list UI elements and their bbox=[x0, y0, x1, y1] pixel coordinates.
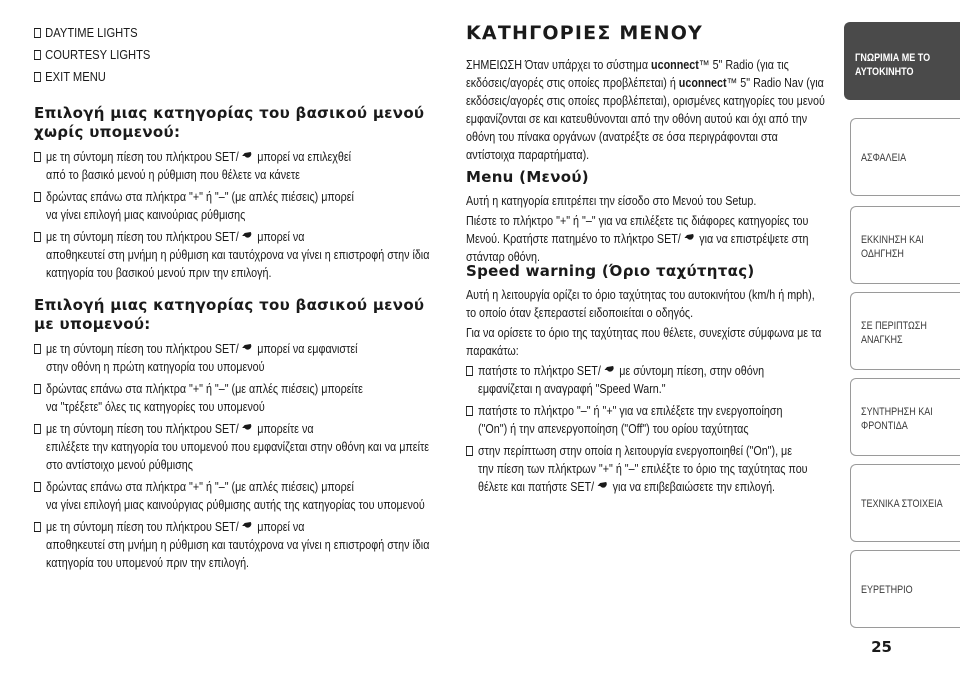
list-item: με τη σύντομη πίεση του πλήκτρου SET/ μπορείτε να επιλέξετε την κατηγορία του υπομενού που εμφανίζεται στην οθόνη και να μπείτε στο αντίστοιχο μενού ρύθμισης bbox=[34, 420, 438, 474]
section2-bullets bbox=[34, 340, 442, 572]
checkbox-icon bbox=[34, 344, 41, 354]
tab-label: ΕΥΡΕΤΗΡΙΟ bbox=[861, 584, 913, 596]
page-number: 25 bbox=[871, 638, 892, 656]
checkbox-icon bbox=[466, 406, 473, 416]
checkbox-icon bbox=[466, 366, 473, 376]
checkbox-icon bbox=[34, 482, 41, 492]
tab-label: ΣΕ ΠΕΡΙΠΤΩΣΗ ΑΝΑΓΚΗΣ bbox=[861, 320, 927, 346]
list-item: με τη σύντομη πίεση του πλήκτρου SET/ μπορεί να αποθηκευτεί στη μνήμη η ρύθμιση και ταυτόχρονα να γίνει η επιστροφή στην ίδια κατηγορία του βασικού μενού πριν την επιλογή. bbox=[34, 228, 438, 282]
tab-label: ΣΥΝΤΗΡΗΣΗ ΚΑΙ ΦΡΟΝΤΙΔΑ bbox=[861, 406, 933, 432]
list-item: πατήστε το πλήκτρο "–" ή "+" για να επιλέξετε την ενεργοποίηση ("On") ή την απενεργοποίηση ("Off") του ορίου ταχύτητας bbox=[466, 402, 827, 438]
paragraph: Αυτή η λειτουργία ορίζει το όριο ταχύτητας του αυτοκινήτου (km/h ή mph), το οποίο όταν ξεπεραστεί ειδοποιείται ο οδηγός. bbox=[466, 288, 815, 320]
checkbox-icon bbox=[34, 192, 41, 202]
tab-in-an-emergency[interactable] bbox=[850, 292, 960, 370]
right-column bbox=[466, 22, 826, 500]
ok-return-icon bbox=[240, 342, 252, 352]
list-item: δρώντας επάνω στα πλήκτρα "+" ή "–" (με απλές πιέσεις) μπορείτε να "τρέξετε" όλες τις κατηγορίες του υπομενού bbox=[34, 380, 438, 416]
tab-starting-and-driving[interactable] bbox=[850, 206, 960, 284]
ok-return-icon bbox=[603, 364, 615, 374]
list-item: δρώντας επάνω στα πλήκτρα "+" ή "–" (με απλές πιέσεις) μπορεί να γίνει επιλογή μιας καινούριας ρύθμισης bbox=[34, 188, 438, 224]
tab-label: ΑΣΦΑΛΕΙΑ bbox=[861, 152, 907, 164]
left-column bbox=[34, 22, 442, 576]
checkbox-icon bbox=[34, 384, 41, 394]
ok-return-icon bbox=[596, 480, 608, 490]
tab-index[interactable] bbox=[850, 550, 960, 628]
page-title: ΚΑΤΗΓΟΡΙΕΣ ΜΕΝΟΥ bbox=[466, 22, 704, 44]
checkbox-icon bbox=[34, 152, 41, 162]
tab-safety[interactable] bbox=[850, 118, 960, 196]
note-paragraph: ΣΗΜΕΙΩΣΗ Όταν υπάρχει το σύστημα uconnect™ 5" Radio (για τις εκδόσεις/αγορές στις οποίες προβλέπεται) ή uconnect™ 5" Radio Nav (για εκδόσεις/αγορές στις οποίες προβλέπεται), ορισμένες κατηγορίες του μενού εμφανίζονται σε και κατευθύνονται από την οθόνη αυτού και όχι από την οθόνη του πίνακα οργάνων (ανατρέξτε σε όσα περιγράφονται στα αντίστοιχα παραρτήματα). bbox=[466, 58, 825, 162]
list-item: δρώντας επάνω στα πλήκτρα "+" ή "–" (με απλές πιέσεις) μπορεί να γίνει επιλογή μιας καινούργιας ρύθμισης αυτής της κατηγορίας του υπομενού bbox=[34, 478, 438, 514]
checkbox-icon bbox=[34, 424, 41, 434]
ok-return-icon bbox=[683, 232, 695, 242]
tab-technical-data[interactable] bbox=[850, 464, 960, 542]
list-item: στην περίπτωση στην οποία η λειτουργία ενεργοποιηθεί ("On"), με την πίεση των πλήκτρων "+" ή "–" επιλέξτε το όριο της ταχύτητας που θέλετε και πατήστε SET/ για να επιβεβαιώσετε την επιλογή. bbox=[466, 442, 827, 496]
chapter-tabs-sidebar bbox=[838, 0, 960, 686]
section-heading: Menu (Μενού) bbox=[466, 168, 589, 186]
list-item: με τη σύντομη πίεση του πλήκτρου SET/ μπορεί να αποθηκευτεί στη μνήμη η ρύθμιση και ταυτόχρονα να γίνει η επιστροφή στην ίδια κατηγορία του υπομενού πριν την επιλογή. bbox=[34, 518, 438, 572]
paragraph: Πιέστε το πλήκτρο "+" ή "–" για να επιλέξετε τις διάφορες κατηγορίες του Μενού. Κρατήστε πατημένο το πλήκτρο SET/ για να επιστρέψετε στη στάνταρ οθόνη. bbox=[466, 214, 809, 264]
list-item: DAYTIME LIGHTS bbox=[34, 22, 385, 44]
checkbox-icon bbox=[466, 446, 473, 456]
list-item: με τη σύντομη πίεση του πλήκτρου SET/ μπορεί να εμφανιστεί στην οθόνη η πρώτη κατηγορία του υπομενού bbox=[34, 340, 438, 376]
ok-return-icon bbox=[240, 150, 252, 160]
checkbox-icon bbox=[34, 232, 41, 242]
list-item: EXIT MENU bbox=[34, 66, 385, 88]
tab-label: ΕΚΚΙΝΗΣΗ ΚΑΙ ΟΔΗΓΗΣΗ bbox=[861, 234, 924, 260]
section-heading: Speed warning (Όριο ταχύτητας) bbox=[466, 262, 755, 280]
list-item: με τη σύντομη πίεση του πλήκτρου SET/ μπορεί να επιλεχθεί από το βασικό μενού η ρύθμιση που θέλετε να κάνετε bbox=[34, 148, 438, 184]
tab-label: ΤΕΧΝΙΚΑ ΣΤΟΙΧΕΙΑ bbox=[861, 498, 943, 510]
list-item: COURTESY LIGHTS bbox=[34, 44, 385, 66]
section1-bullets bbox=[34, 148, 442, 282]
paragraph: Αυτή η κατηγορία επιτρέπει την είσοδο στο Μενού του Setup. bbox=[466, 194, 757, 208]
paragraph: Για να ορίσετε το όριο της ταχύτητας που θέλετε, συνεχίστε σύμφωνα με τα παρακάτω: bbox=[466, 326, 822, 358]
section-heading: Επιλογή μιας κατηγορίας του βασικού μενού χωρίς υπομενού: bbox=[34, 104, 425, 141]
tab-getting-to-know-the-car[interactable] bbox=[844, 22, 960, 100]
speed-bullets bbox=[466, 362, 826, 496]
tab-maintenance-and-care[interactable] bbox=[850, 378, 960, 456]
checkbox-icon bbox=[34, 50, 41, 60]
ok-return-icon bbox=[240, 422, 252, 432]
menu-items-list bbox=[34, 22, 442, 88]
ok-return-icon bbox=[240, 520, 252, 530]
checkbox-icon bbox=[34, 72, 41, 82]
checkbox-icon bbox=[34, 28, 41, 38]
ok-return-icon bbox=[240, 230, 252, 240]
list-item: πατήστε το πλήκτρο SET/ με σύντομη πίεση, στην οθόνη εμφανίζεται η αναγραφή "Speed Warn." bbox=[466, 362, 827, 398]
checkbox-icon bbox=[34, 522, 41, 532]
tab-label: ΓΝΩΡΙΜΙΑ ΜΕ ΤΟ ΑΥΤΟΚΙΝΗΤΟ bbox=[855, 52, 931, 78]
section-heading: Επιλογή μιας κατηγορίας του βασικού μενού με υπομενού: bbox=[34, 296, 425, 333]
